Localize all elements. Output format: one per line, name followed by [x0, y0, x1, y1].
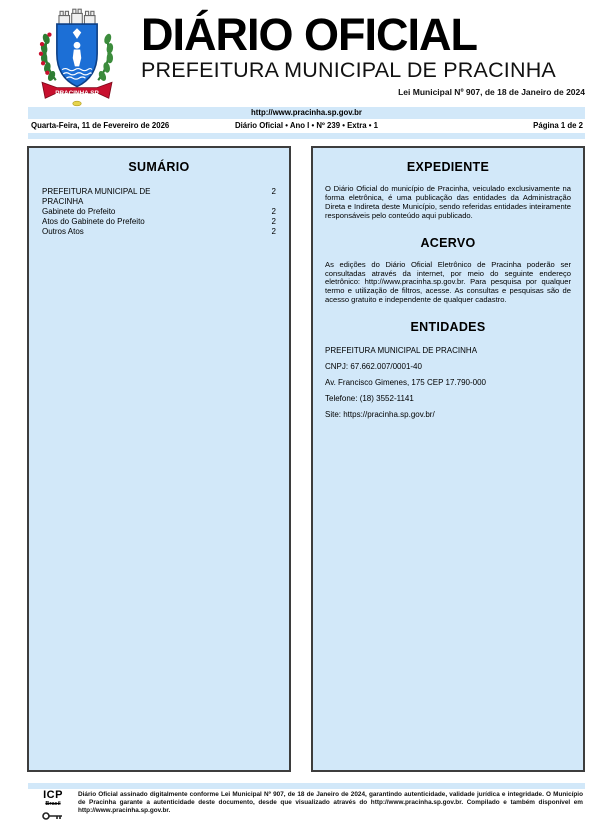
digital-signature-notice: Diário Oficial assinado digitalmente conforme Lei Municipal Nº 907, de 18 de Janeiro de 2024, garantindo autenticidade, validade jurídica e integridade. O Município de Pracinha garante a autenticidade deste documento, desde que visualizado através do http://www.pracinha.sp.gov.br. Compilado e também disponível em http://www.pracinha.sp.gov.br. — [78, 791, 583, 814]
edition-info-row — [28, 119, 585, 132]
website-bar: http://www.pracinha.sp.gov.br — [28, 107, 585, 119]
law-reference: Lei Municipal Nº 907, de 18 de Janeiro de 2024 — [398, 87, 585, 97]
entity-name: PREFEITURA MUNICIPAL DE PRACINHA — [325, 346, 478, 356]
summary-panel — [27, 146, 291, 772]
entidades-heading: ENTIDADES — [410, 320, 486, 335]
edition-date: Quarta-Feira, 11 de Fevereiro de 2026 — [31, 121, 170, 130]
summary-item-label: Outros Atos — [42, 227, 84, 236]
divider-bar — [28, 133, 585, 139]
icp-brasil-key-icon — [42, 812, 64, 820]
summary-item-page: 2 — [271, 227, 276, 236]
laurel-branch-right — [97, 33, 114, 82]
summary-item — [42, 217, 276, 227]
page-subtitle: PREFEITURA MUNICIPAL DE PRACINHA — [141, 58, 556, 82]
edition-number: Diário Oficial • Ano I • Nº 239 • Extra • 1 — [234, 121, 379, 130]
entidades-list — [325, 346, 573, 419]
footer-divider-bar — [28, 783, 585, 789]
summary-item-label: Gabinete do Prefeito — [42, 207, 116, 216]
summary-item — [42, 187, 276, 207]
summary-item-page: 2 — [271, 207, 276, 216]
page-indicator: Página 1 de 2 — [533, 121, 583, 130]
svg-text:PRACINHA SP: PRACINHA SP — [55, 90, 99, 98]
entity-cnpj: CNPJ: 67.662.007/0001-40 — [325, 362, 422, 372]
laurel-branch-left — [39, 33, 57, 83]
summary-item — [42, 227, 276, 237]
icp-label: ICP — [43, 789, 63, 801]
summary-item-page: 2 — [271, 187, 276, 196]
municipal-coat-of-arms — [24, 6, 130, 112]
summary-heading: SUMÁRIO — [128, 160, 190, 174]
summary-item — [42, 207, 276, 217]
entity-site: Site: https://pracinha.sp.gov.br/ — [325, 410, 435, 420]
icp-brasil-logo — [36, 790, 70, 824]
summary-item-label: Atos do Gabinete do Prefeito — [42, 217, 145, 226]
expediente-heading: EXPEDIENTE — [406, 160, 490, 174]
expediente-body: O Diário Oficial do município de Pracinha, veiculado exclusivamente na forma eletrônica, é uma publicação das entidades da Administração Direta e Indireta deste Município, sendo referidas entidades inteiramente responsáveis pelo conteúdo aqui publicado. — [325, 184, 571, 220]
acervo-body: As edições do Diário Oficial Eletrônico de Pracinha poderão ser consultadas através da internet, por meio do seguinte endereço eletrônico: http://www.pracinha.sp.gov.br. Para pesquisa por qualquer termo e utilização de filtros, acesse. As consultas e pesquisas são de acesso gratuito e independente de qualquer cadastro. — [325, 259, 571, 305]
expediente-panel — [311, 146, 585, 772]
masthead — [141, 9, 561, 82]
entity-phone: Telefone: (18) 3552-1141 — [325, 394, 414, 404]
summary-item-label: PREFEITURA MUNICIPAL DE PRACINHA — [42, 187, 151, 206]
summary-item-page: 2 — [271, 217, 276, 226]
summary-list — [42, 187, 276, 237]
entity-address: Av. Francisco Gimenes, 175 CEP 17.790-000 — [325, 378, 486, 388]
icp-brasil-label: Brasil — [45, 801, 61, 807]
page-title: DIÁRIO OFICIAL — [141, 9, 477, 60]
acervo-heading: ACERVO — [420, 235, 476, 250]
